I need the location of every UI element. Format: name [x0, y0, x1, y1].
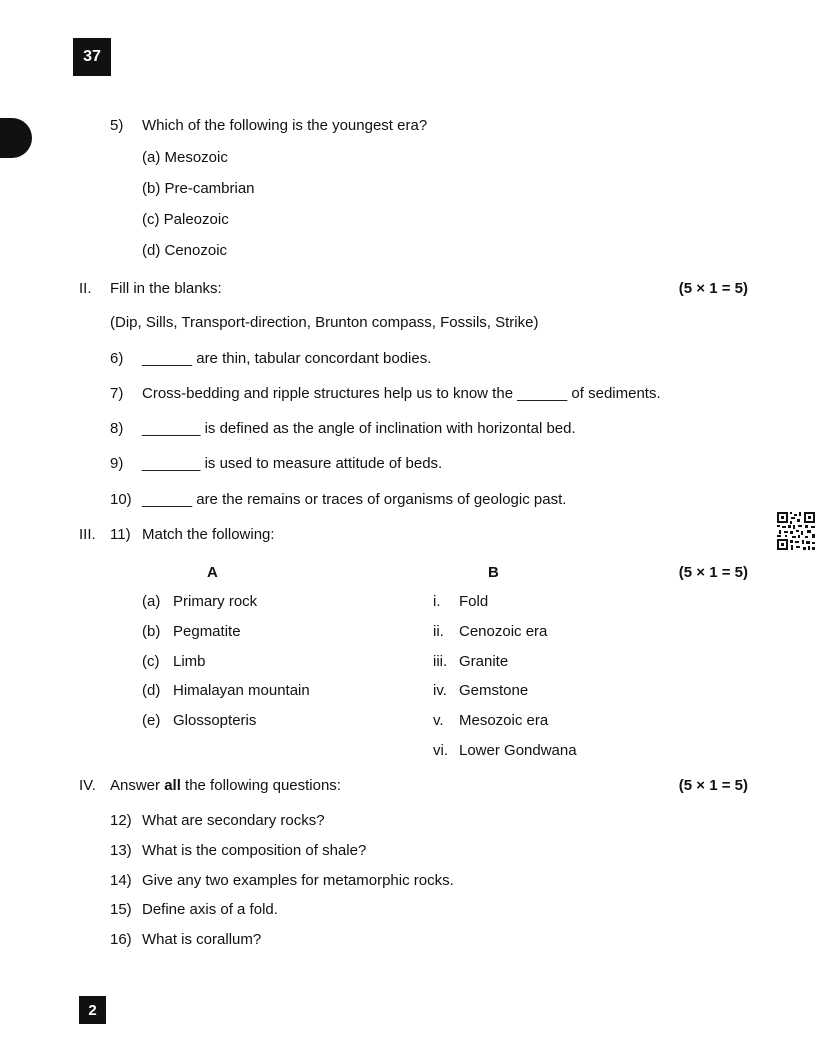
- section2-marks: (5 × 1 = 5): [678, 280, 748, 297]
- section4-title-bold: all: [164, 777, 181, 794]
- q13-number: 13): [110, 842, 132, 859]
- q10-text: ______ are the remains or traces of organisms of geologic past.: [142, 491, 567, 508]
- match-b-text: Lower Gondwana: [459, 742, 577, 759]
- match-column-b-header: B: [488, 564, 499, 581]
- section4-title-pre: Answer: [110, 777, 165, 794]
- q12-number: 12): [110, 812, 132, 829]
- match-b-text: Fold: [459, 593, 489, 610]
- match-b-label: v.: [433, 712, 444, 729]
- match-a-label: (d): [142, 682, 161, 699]
- match-a-label: (a): [142, 593, 161, 610]
- match-b-label: iv.: [433, 682, 447, 699]
- match-a-label: (c): [142, 653, 160, 670]
- match-b-label: vi.: [433, 742, 448, 759]
- q6-number: 6): [110, 350, 124, 367]
- side-tab-marker: [0, 118, 32, 158]
- section3-marks: (5 × 1 = 5): [678, 564, 748, 581]
- q7-text: Cross-bedding and ripple structures help us to know the ______ of sediments.: [142, 385, 661, 402]
- q5-option-d: (d) Cenozoic: [142, 242, 228, 259]
- section3-title: Match the following:: [142, 526, 275, 543]
- q5-option-a: (a) Mesozoic: [142, 149, 228, 166]
- section2-word-bank: (Dip, Sills, Transport-direction, Brunton compass, Fossils, Strike): [110, 314, 539, 331]
- match-b-text: Granite: [459, 653, 509, 670]
- match-b-text: Gemstone: [459, 682, 529, 699]
- q5-option-b: (b) Pre-cambrian: [142, 180, 255, 197]
- section2-title: Fill in the blanks:: [110, 280, 222, 297]
- section3-roman: III.: [79, 526, 96, 543]
- match-a-text: Limb: [173, 653, 206, 670]
- q9-text: _______ is used to measure attitude of beds.: [142, 455, 443, 472]
- q11-number: 11): [110, 526, 131, 543]
- q14-number: 14): [110, 872, 132, 889]
- q14-text: Give any two examples for metamorphic rocks.: [142, 872, 454, 889]
- q6-text: ______ are thin, tabular concordant bodies.: [142, 350, 432, 367]
- q13-text: What is the composition of shale?: [142, 842, 367, 859]
- q12-text: What are secondary rocks?: [142, 812, 325, 829]
- page-number-top: 37: [73, 38, 111, 76]
- page-number-bottom: 2: [79, 996, 106, 1024]
- q5-number: 5): [110, 117, 124, 134]
- section4-roman: IV.: [79, 777, 96, 794]
- q16-text: What is corallum?: [142, 931, 262, 948]
- match-column-a-header: A: [207, 564, 218, 581]
- q10-number: 10): [110, 491, 132, 508]
- match-b-text: Mesozoic era: [459, 712, 549, 729]
- q8-number: 8): [110, 420, 124, 437]
- section4-title-post: the following questions:: [180, 777, 341, 794]
- qr-code-image: [777, 512, 815, 550]
- q5-option-c: (c) Paleozoic: [142, 211, 229, 228]
- match-a-text: Glossopteris: [173, 712, 257, 729]
- q5-text: Which of the following is the youngest era?: [142, 117, 428, 134]
- q9-number: 9): [110, 455, 124, 472]
- match-b-label: i.: [433, 593, 441, 610]
- q15-number: 15): [110, 901, 132, 918]
- match-a-text: Himalayan mountain: [173, 682, 310, 699]
- match-a-text: Pegmatite: [173, 623, 241, 640]
- match-a-label: (b): [142, 623, 161, 640]
- q16-number: 16): [110, 931, 132, 948]
- match-b-label: ii.: [433, 623, 444, 640]
- q8-text: _______ is defined as the angle of inclination with horizontal bed.: [142, 420, 576, 437]
- match-a-label: (e): [142, 712, 161, 729]
- section4-marks: (5 × 1 = 5): [678, 777, 748, 794]
- section2-roman: II.: [79, 280, 92, 297]
- match-b-label: iii.: [433, 653, 448, 670]
- section4-title: [110, 777, 341, 795]
- match-a-text: Primary rock: [173, 593, 258, 610]
- q15-text: Define axis of a fold.: [142, 901, 278, 918]
- q7-number: 7): [110, 385, 124, 402]
- match-b-text: Cenozoic era: [459, 623, 548, 640]
